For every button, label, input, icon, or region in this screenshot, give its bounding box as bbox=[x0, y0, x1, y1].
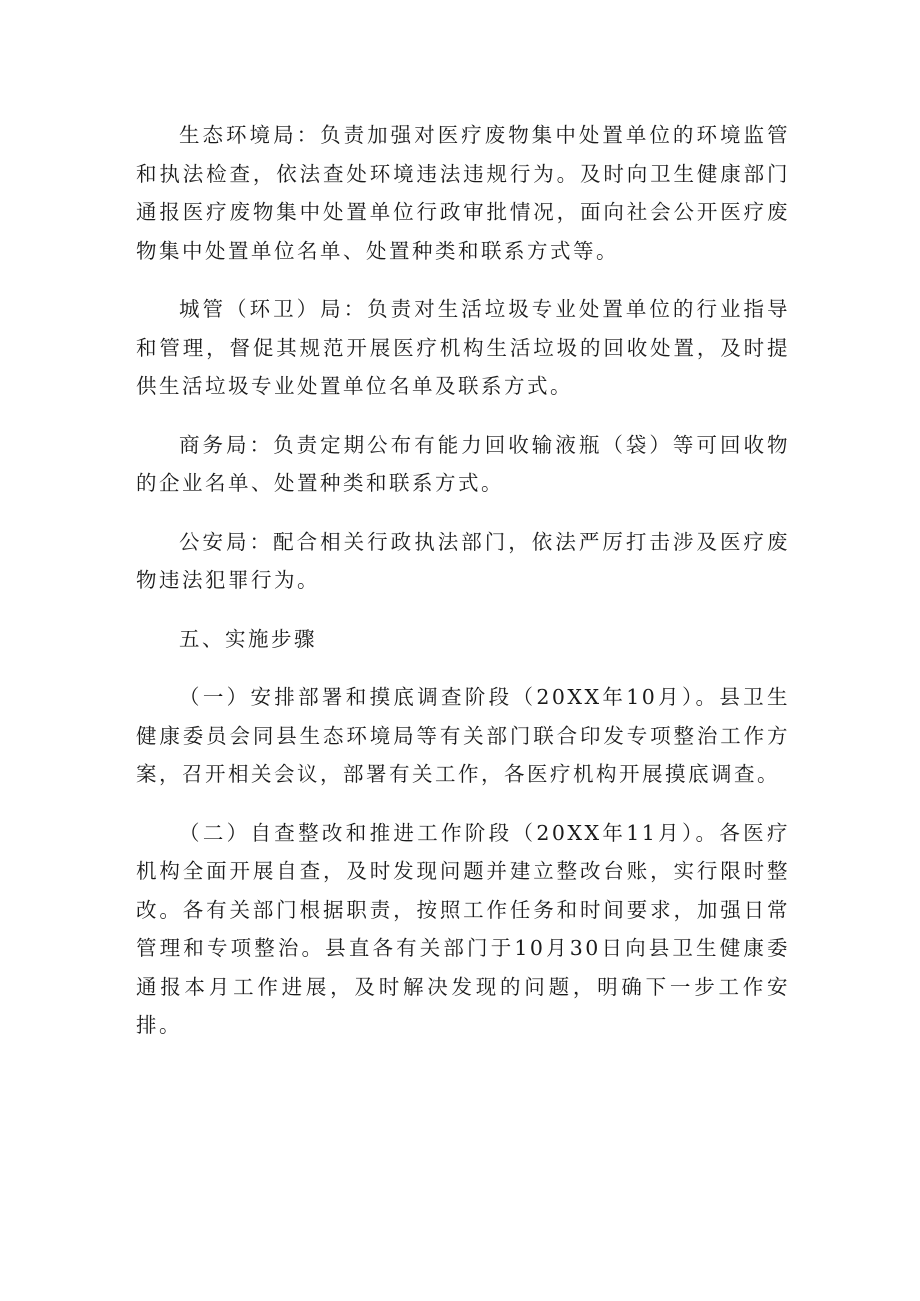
section-heading: 五、实施步骤 bbox=[179, 626, 317, 651]
document-body bbox=[136, 116, 790, 1065]
paragraph-public-security-bureau: 公安局：配合相关行政执法部门，依法严厉打击涉及医疗废物违法犯罪行为。 bbox=[136, 529, 790, 592]
paragraph-urban-management-bureau: 城管（环卫）局：负责对生活垃圾专业处置单位的行业指导和管理，督促其规范开展医疗机构生活垃圾的回收处置，及时提供生活垃圾专业处置单位名单及联系方式。 bbox=[136, 297, 790, 398]
paragraph-step-2: （二）自查整改和推进工作阶段（20XX年11月）。各医疗机构全面开展自查，及时发现问题并建立整改台账，实行限时整改。各有关部门根据职责，按照工作任务和时间要求，加强日常管理和专项整治。县直各有关部门于10月30日向县卫生健康委通报本月工作进展，及时解决发现的问题，明确下一步工作安排。 bbox=[136, 820, 790, 1037]
paragraph-ecology-bureau: 生态环境局：负责加强对医疗废物集中处置单位的环境监管和执法检查，依法查处环境违法违规行为。及时向卫生健康部门通报医疗废物集中处置单位行政审批情况，面向社会公开医疗废物集中处置单位名单、处置种类和联系方式等。 bbox=[136, 123, 790, 263]
paragraph-step-1: （一）安排部署和摸底调查阶段（20XX年10月）。县卫生健康委员会同县生态环境局等有关部门联合印发专项整治工作方案，召开相关会议，部署有关工作，各医疗机构开展摸底调查。 bbox=[136, 685, 790, 786]
paragraph-commerce-bureau: 商务局：负责定期公布有能力回收输液瓶（袋）等可回收物的企业名单、处置种类和联系方式。 bbox=[136, 432, 790, 495]
